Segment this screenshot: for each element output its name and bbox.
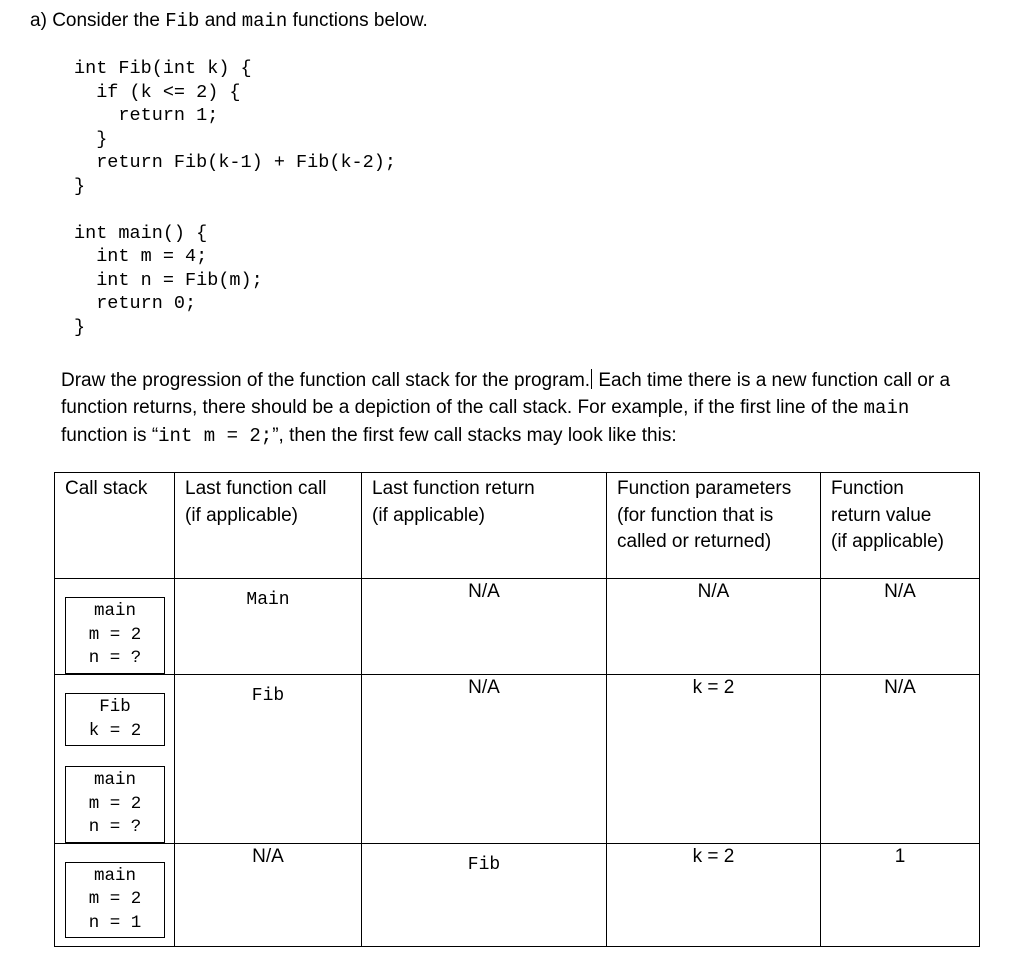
params-cell: k = 2	[607, 843, 821, 947]
params-cell: N/A	[607, 579, 821, 675]
stack-frame	[65, 597, 165, 674]
last-return-cell: N/A	[362, 579, 607, 675]
instructions-main-word: main	[863, 397, 910, 419]
call-stack-cell	[55, 843, 175, 947]
frame-name: main	[93, 770, 136, 790]
header-row	[55, 473, 980, 579]
question-and: and	[204, 10, 237, 31]
frame-var: n = ?	[88, 817, 142, 837]
params-cell: k = 2	[607, 675, 821, 844]
return-value-cell: N/A	[821, 675, 980, 844]
stack-frame	[65, 693, 165, 746]
header-last-call: Last function call (if applicable)	[175, 473, 362, 579]
code-block: int Fib(int k) { if (k <= 2) { return 1; } return Fib(k-1) + Fib(k-2); } int main() { int m = 4; int n = Fib(m); return 0; }	[74, 58, 396, 338]
call-stack-cell	[55, 579, 175, 675]
last-return-cell: Fib	[362, 843, 607, 947]
fib-name: Fib	[165, 10, 200, 32]
instructions-part4: ”, then the first few call stacks may look like this:	[272, 425, 677, 446]
frame-name: main	[93, 601, 136, 621]
call-stack-cell	[55, 675, 175, 844]
return-value-cell: 1	[821, 843, 980, 947]
question-prefix: Consider the	[52, 10, 160, 31]
instructions-paragraph	[61, 367, 976, 450]
instructions-part2: Each time there is a new function call or a function returns, there should be a depiction of the call stack. For example, if the first line of the	[61, 370, 951, 418]
last-call-cell: Fib	[175, 675, 362, 844]
question-suffix: functions below.	[292, 10, 428, 31]
table-row	[55, 843, 980, 947]
header-call-stack: Call stack	[55, 473, 175, 579]
header-return-value: Function return value (if applicable)	[821, 473, 980, 579]
header-params: Function parameters (for function that is called or returned)	[607, 473, 821, 579]
frame-var: n = ?	[88, 648, 142, 668]
table-row	[55, 675, 980, 844]
frame-name: main	[93, 865, 136, 886]
frame-name: Fib	[99, 697, 131, 717]
instructions-part3: function is “	[61, 425, 159, 446]
header-last-return: Last function return (if applicable)	[362, 473, 607, 579]
frame-var: m = 2	[88, 889, 142, 909]
last-call-cell: Main	[175, 579, 362, 675]
instructions-part1: Draw the progression of the function call stack for the program.	[61, 370, 591, 391]
frame-var: m = 2	[88, 793, 142, 814]
frame-var: m = 2	[88, 624, 142, 645]
table-row	[55, 579, 980, 675]
text-cursor	[591, 369, 592, 389]
return-value-cell: N/A	[821, 579, 980, 675]
main-name: main	[241, 10, 288, 32]
last-call-cell: N/A	[175, 843, 362, 947]
question-line	[30, 8, 428, 34]
last-return-cell: N/A	[362, 675, 607, 844]
frame-var: n = 1	[88, 912, 142, 933]
frame-var: k = 2	[88, 720, 142, 741]
instructions-code-snippet: int m = 2;	[158, 425, 273, 447]
question-label: a)	[30, 10, 47, 31]
stack-frame	[65, 766, 165, 843]
stack-frame	[65, 862, 165, 939]
call-stack-table	[54, 472, 980, 947]
